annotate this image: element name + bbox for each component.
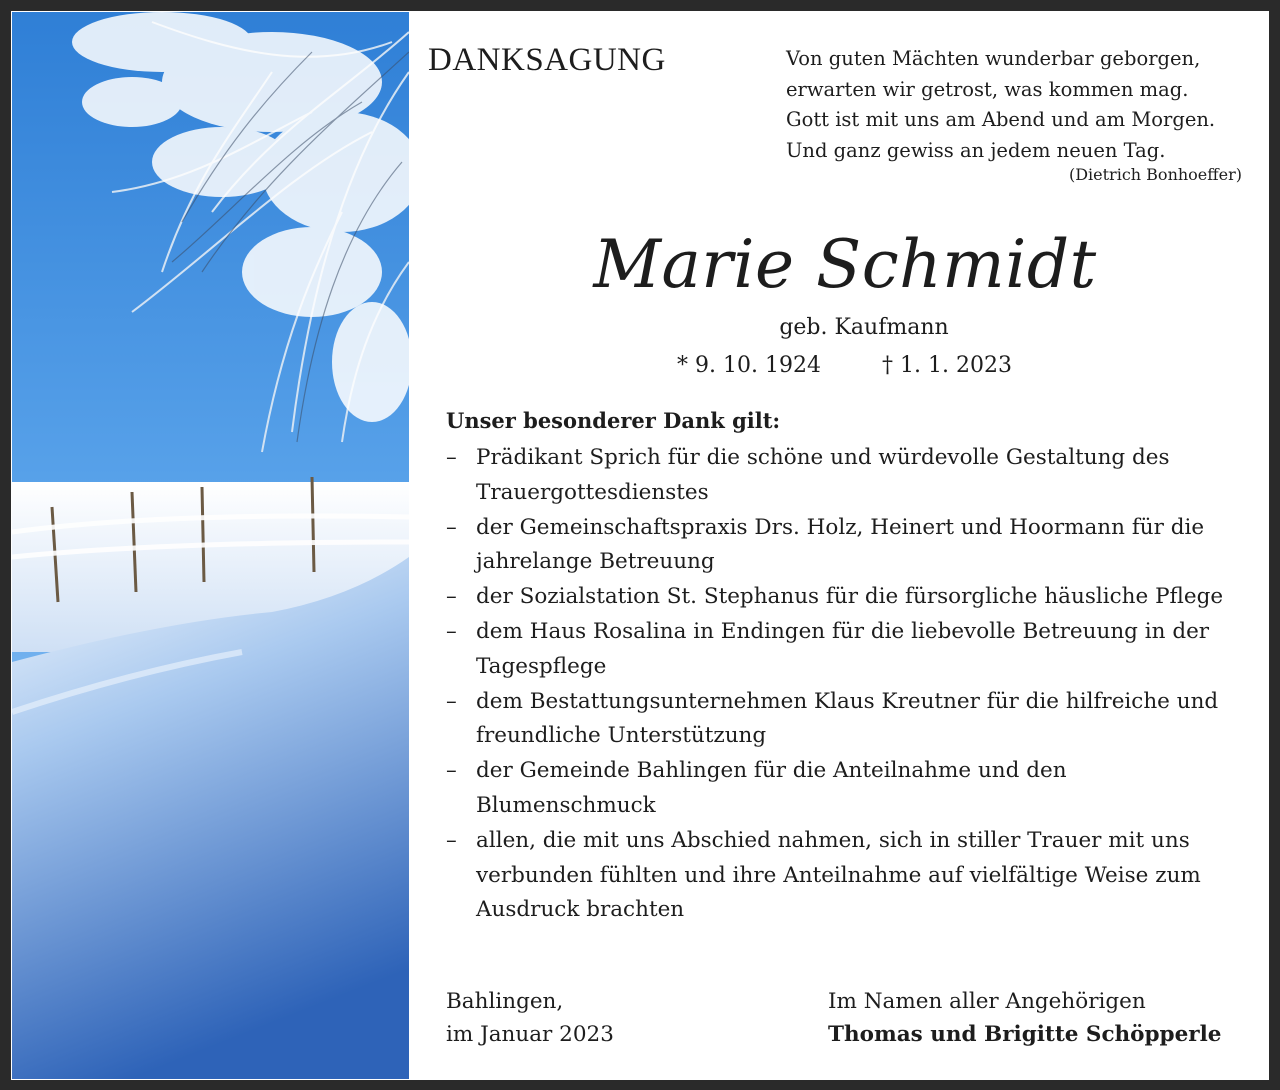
place: Bahlingen, — [446, 989, 564, 1014]
maiden-name: geb. Kaufmann — [779, 315, 949, 340]
poem-line: erwarten wir getrost, was kommen mag. — [786, 77, 1189, 101]
place-date — [446, 985, 614, 1051]
list-item: – der Gemeinde Bahlingen für die Anteilnahme und den Blumenschmuck — [446, 754, 1246, 824]
birth-date: * 9. 10. 1924 — [677, 353, 821, 378]
poem-author: (Dietrich Bonhoeffer) — [1068, 165, 1242, 184]
poem-line: Und ganz gewiss an jedem neuen Tag. — [786, 138, 1166, 162]
signature-block — [828, 985, 1221, 1051]
date: im Januar 2023 — [446, 1022, 614, 1047]
death-date: † 1. 1. 2023 — [882, 353, 1012, 378]
list-item: – dem Haus Rosalina in Endingen für die liebevolle Betreuung in der Tagespflege — [446, 615, 1246, 685]
thanks-heading: Unser besonderer Dank gilt: — [446, 408, 781, 433]
winter-landscape-photo — [12, 12, 409, 1079]
list-item: – allen, die mit uns Abschied nahmen, sich in stiller Trauer mit uns verbunden fühlten und ihre Anteilnahme auf vielfältige Weise zum Ausdruck brachten — [446, 824, 1246, 928]
signer-names: Thomas und Brigitte Schöpperle — [828, 1022, 1222, 1047]
list-item: – dem Bestattungsunternehmen Klaus Kreutner für die hilfreiche und freundliche Unterstützung — [446, 685, 1246, 755]
list-item: – der Gemeinschaftspraxis Drs. Holz, Heinert und Hoormann für die jahrelange Betreuung — [446, 511, 1246, 581]
deceased-name: Marie Schmidt — [593, 226, 1097, 303]
poem — [786, 44, 1246, 166]
poem-line: Von guten Mächten wunderbar geborgen, — [786, 47, 1201, 70]
list-item: – Prädikant Sprich für die schöne und würdevolle Gestaltung des Trauergottesdienstes — [446, 441, 1246, 511]
thanks-list — [446, 441, 1246, 928]
on-behalf-line: Im Namen aller Angehörigen — [828, 989, 1146, 1014]
poem-line: Gott ist mit uns am Abend und am Morgen. — [786, 108, 1216, 131]
list-item: – der Sozialstation St. Stephanus für die fürsorgliche häusliche Pflege — [446, 580, 1246, 615]
page-title: DANKSAGUNG — [428, 42, 666, 78]
